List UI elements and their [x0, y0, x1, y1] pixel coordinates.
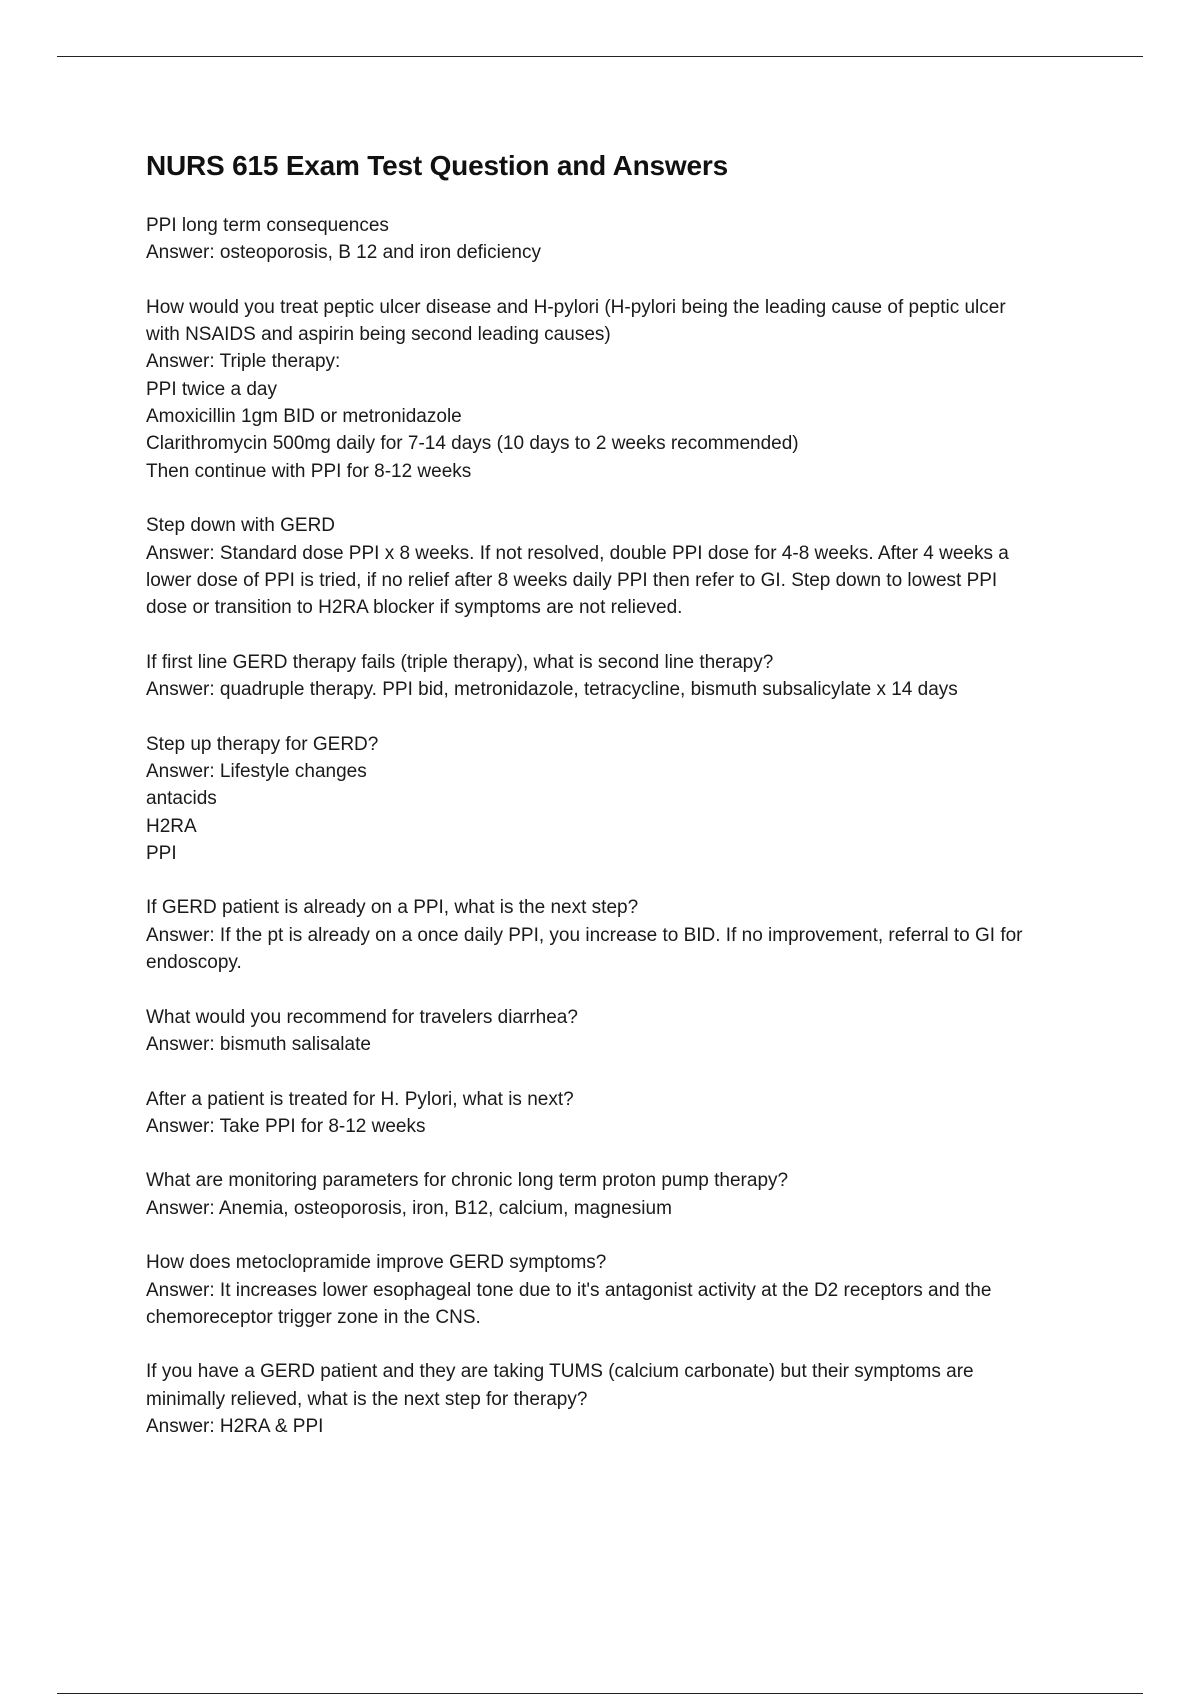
answer-text: endoscopy. [146, 952, 242, 974]
answer-text: Answer: Lifestyle changes [146, 760, 367, 782]
answer-text: Answer: Take PPI for 8-12 weeks [146, 1115, 426, 1137]
answer-text: chemoreceptor trigger zone in the CNS. [146, 1306, 481, 1328]
question-text: If GERD patient is already on a PPI, what is the next step? [146, 897, 639, 919]
question-text: Step up therapy for GERD? [146, 733, 379, 755]
question-text: What would you recommend for travelers diarrhea? [146, 1006, 578, 1028]
answer-text: Answer: osteoporosis, B 12 and iron deficiency [146, 242, 541, 264]
qa-item [146, 1167, 1086, 1222]
answer-text: with NSAIDS and aspirin being second leading causes) [146, 324, 611, 346]
answer-text: Clarithromycin 500mg daily for 7-14 days (10 days to 2 weeks recommended) [146, 433, 799, 455]
answer-text: Answer: bismuth salisalate [146, 1033, 371, 1055]
qa-item [146, 1358, 1086, 1440]
answer-text: Amoxicillin 1gm BID or metronidazole [146, 406, 462, 428]
answer-text: PPI [146, 842, 177, 864]
answer-text: H2RA [146, 815, 197, 837]
question-text: How would you treat peptic ulcer disease and H-pylori (H-pylori being the leading cause of peptic ulcer [146, 296, 1006, 318]
answer-text: Answer: Anemia, osteoporosis, iron, B12, calcium, magnesium [146, 1197, 672, 1219]
answer-text: Answer: Triple therapy: [146, 351, 341, 373]
qa-item [146, 1004, 1086, 1059]
answer-text: Then continue with PPI for 8-12 weeks [146, 460, 472, 482]
question-text: Step down with GERD [146, 515, 336, 537]
answer-text: Answer: H2RA & PPI [146, 1416, 324, 1438]
qa-item [146, 1249, 1086, 1331]
answer-text: Answer: If the pt is already on a once daily PPI, you increase to BID. If no improvement, referral to GI for [146, 924, 1023, 946]
qa-item [146, 512, 1086, 621]
question-text: How does metoclopramide improve GERD symptoms? [146, 1252, 607, 1274]
answer-text: dose or transition to H2RA blocker if symptoms are not relieved. [146, 597, 683, 619]
answer-text: Answer: quadruple therapy. PPI bid, metronidazole, tetracycline, bismuth subsalicylate x 14 days [146, 679, 958, 701]
qa-item [146, 1086, 1086, 1141]
document-title: NURS 615 Exam Test Question and Answers [146, 150, 728, 181]
answer-text: PPI twice a day [146, 378, 277, 400]
answer-text: lower dose of PPI is tried, if no relief after 8 weeks daily PPI then refer to GI. Step down to lowest PPI [146, 569, 998, 591]
document-body [146, 146, 1086, 1468]
top-rule [57, 56, 1143, 57]
question-text: If first line GERD therapy fails (triple therapy), what is second line therapy? [146, 651, 774, 673]
answer-text: Answer: Standard dose PPI x 8 weeks. If not resolved, double PPI dose for 4-8 weeks. After 4 weeks a [146, 542, 1009, 564]
bottom-rule [57, 1693, 1143, 1694]
qa-list [146, 212, 1086, 1440]
qa-item [146, 649, 1086, 704]
question-text: PPI long term consequences [146, 215, 389, 236]
qa-item [146, 894, 1086, 976]
answer-text: minimally relieved, what is the next step for therapy? [146, 1388, 588, 1410]
question-text: After a patient is treated for H. Pylori, what is next? [146, 1088, 574, 1110]
answer-text: antacids [146, 788, 217, 810]
qa-item [146, 294, 1086, 485]
qa-item [146, 212, 1086, 267]
question-text: If you have a GERD patient and they are taking TUMS (calcium carbonate) but their symptoms are [146, 1361, 974, 1383]
answer-text: Answer: It increases lower esophageal tone due to it's antagonist activity at the D2 receptors and the [146, 1279, 992, 1301]
qa-item [146, 731, 1086, 867]
question-text: What are monitoring parameters for chronic long term proton pump therapy? [146, 1170, 789, 1192]
